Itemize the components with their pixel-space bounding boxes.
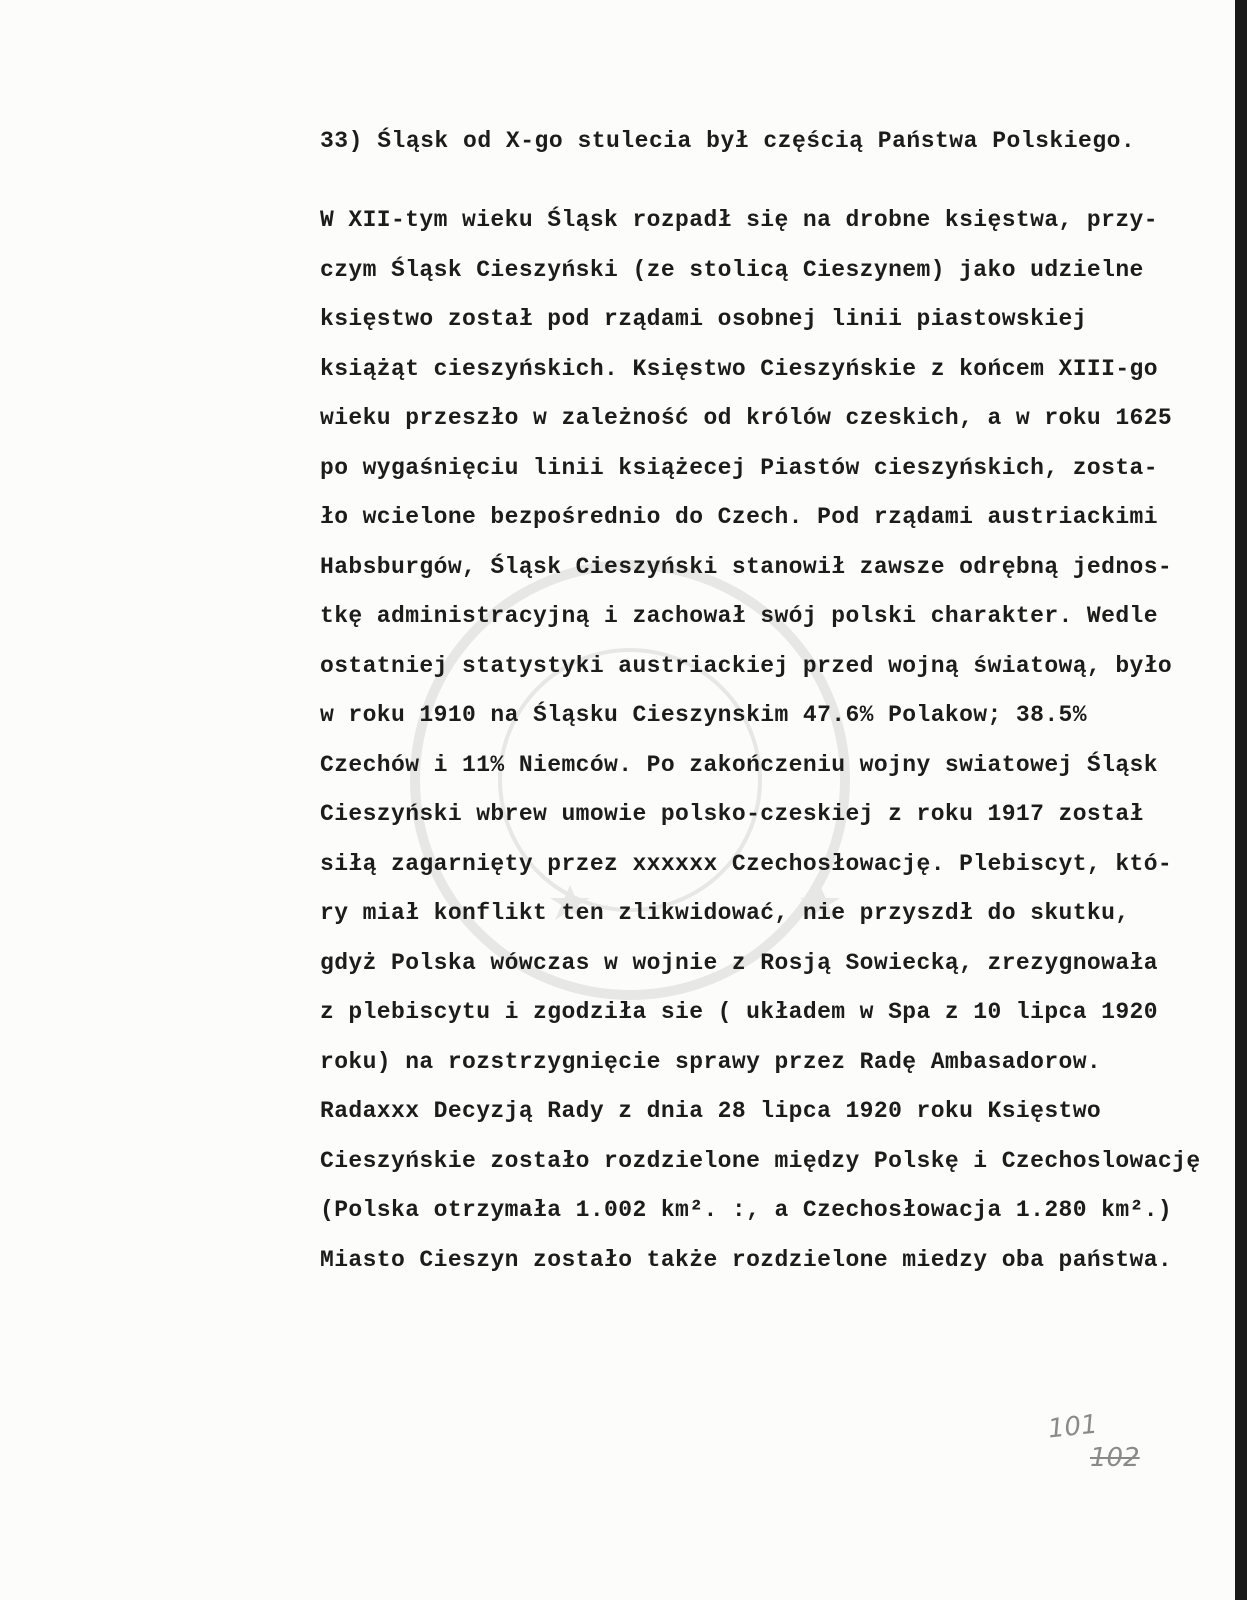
typed-paragraph (320, 196, 1201, 1285)
text-line: siłą zagarnięty przez xxxxxx Czechosłowację. Plebiscyt, któ- (320, 850, 1173, 877)
text-line: po wygaśnięciu linii książecej Piastów cieszyńskich, zosta- (320, 454, 1158, 481)
text-line: księstwo został pod rządami osobnej linii piastowskiej (320, 306, 1087, 332)
text-line: W XII-tym wieku Śląsk rozpadł się na drobne księstwa, przy- (320, 207, 1158, 233)
text-line: Cieszyńskie zostało rozdzielone między Polskę i Czechoslowację (320, 1147, 1201, 1174)
scan-edge-border (1235, 0, 1247, 1600)
text-line: roku) na rozstrzygnięcie sprawy przez Radę Ambasadorow. (320, 1048, 1102, 1075)
text-line: Czechów i 11% Niemców. Po zakończeniu wojny swiatowej Śląsk (320, 751, 1158, 778)
section-heading: 33) Śląsk od X-go stulecia był częścią Państwa Polskiego. (320, 128, 1136, 154)
text-line: wieku przeszło w zależność od królów czeskich, a w roku 1625 (320, 405, 1173, 431)
text-line: (Polska otrzymała 1.002 km². :, a Czechosłowacja 1.280 km².) (320, 1197, 1173, 1223)
text-line: ostatniej statystyki austriackiej przed wojną światową, było (320, 652, 1173, 679)
text-line: w roku 1910 na Śląsku Cieszynskim 47.6% Polakow; 38.5% (320, 702, 1087, 728)
text-line: czym Śląsk Cieszyński (ze stolicą Cieszynem) jako udzielne (320, 256, 1144, 283)
text-line: książąt cieszyńskich. Księstwo Cieszyńskie z końcem XIII-go (320, 355, 1158, 382)
text-line: tkę administracyjną i zachował swój polski charakter. Wedle (320, 603, 1158, 629)
handwritten-page-number-old: 101 (1046, 1409, 1100, 1445)
handwritten-page-number-new: 102 (1090, 1443, 1140, 1473)
text-line: Habsburgów, Śląsk Cieszyński stanowił zawsze odrębną jednos- (320, 553, 1173, 580)
text-line: ry miał konflikt ten zlikwidować, nie przyszdł do skutku, (320, 900, 1130, 926)
text-line: Radaxxx Decyzją Rady z dnia 28 lipca 1920 roku Księstwo (320, 1098, 1102, 1124)
text-line: Miasto Cieszyn zostało także rozdzielone miedzy oba państwa. (320, 1246, 1173, 1273)
text-line: Cieszyński wbrew umowie polsko-czeskiej z roku 1917 został (320, 801, 1144, 827)
text-line: z plebiscytu i zgodziła sie ( układem w Spa z 10 lipca 1920 (320, 999, 1158, 1025)
text-line: ło wcielone bezpośrednio do Czech. Pod rządami austriackimi (320, 504, 1158, 530)
text-line: gdyż Polska wówczas w wojnie z Rosją Sowiecką, zrezygnowała (320, 949, 1158, 976)
